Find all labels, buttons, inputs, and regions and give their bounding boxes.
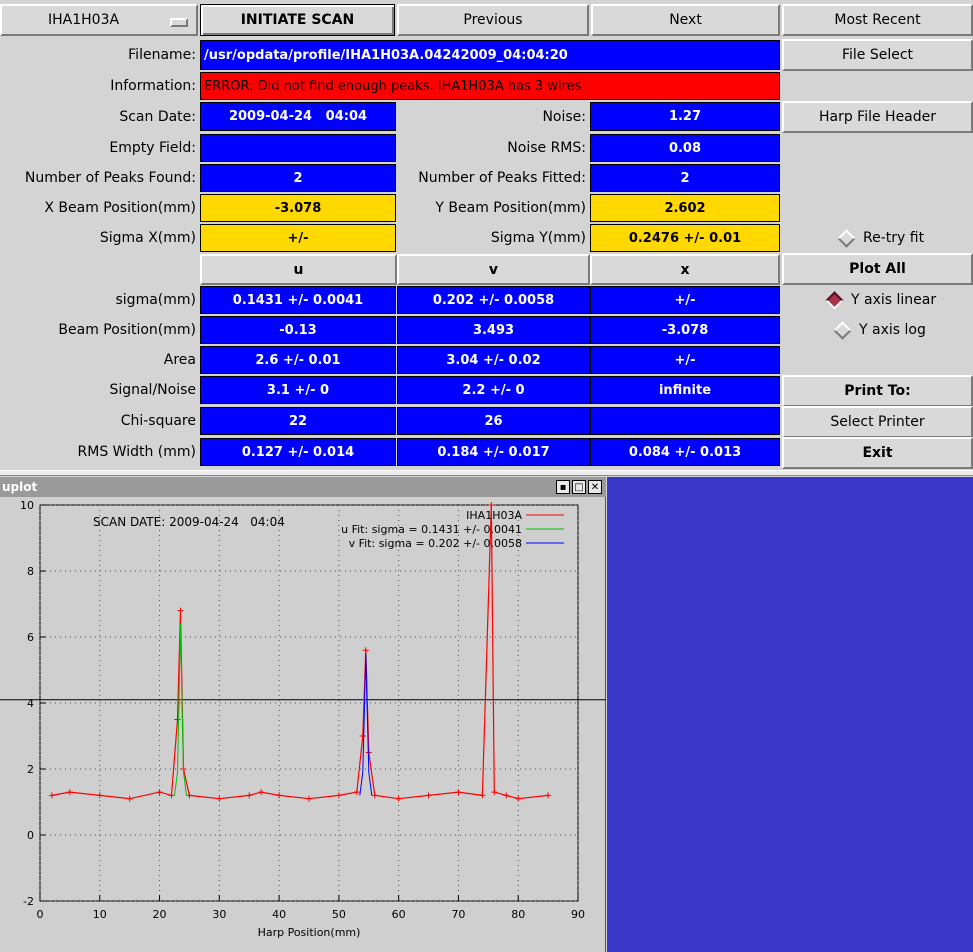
legend-label: v Fit: sigma = 0.202 +/- 0.0058 [348,537,522,550]
y-axis-linear-diamond-icon [825,291,843,309]
x-tick-label: 70 [451,908,466,921]
plot-window [0,477,606,952]
retry-fit-label: Re-try fit [863,230,925,246]
x-tick-label: 20 [152,908,167,921]
y-tick-label: 10 [20,499,34,512]
table-row-label: Signal/Noise [109,382,196,398]
table-cell-x: infinite [590,376,780,404]
x-tick-label: 40 [272,908,287,921]
y-tick-label: -2 [23,895,34,908]
harp-file-header-label: Harp File Header [818,109,937,125]
next-button[interactable] [591,4,780,36]
table-cell-u: 22 [200,407,396,435]
divider [0,470,973,476]
col-header-v[interactable] [397,254,590,285]
peaks-found-label: Number of Peaks Found: [24,170,196,186]
file-select-button[interactable] [782,39,973,71]
device-select[interactable] [0,4,198,36]
y-tick-label: 6 [27,631,34,644]
scan-date-annotation: SCAN DATE: 2009-04-24 04:04 [93,515,285,529]
y-axis-log-diamond-icon [833,321,851,339]
table-cell-v: 0.202 +/- 0.0058 [397,286,590,314]
x-tick-label: 50 [331,908,346,921]
scan-date-label: Scan Date: [119,108,196,125]
retry-fit-diamond-icon [837,229,855,247]
x-tick-label: 30 [212,908,227,921]
table-cell-u: 0.127 +/- 0.014 [200,438,396,466]
col-header-u-label: u [293,261,304,278]
col-header-u[interactable] [200,254,397,285]
print-to-label: Print To: [844,383,911,399]
scan-date-field: 2009-04-24 04:04 [200,102,396,131]
retry-fit-radio[interactable] [840,224,970,252]
noise-field: 1.27 [590,102,780,131]
dropdown-indicator-icon [170,18,188,27]
table-row-label: sigma(mm) [115,292,196,308]
initiate-scan-label: INITIATE SCAN [240,12,355,28]
table-cell-u: -0.13 [200,316,396,344]
table-cell-u: 3.1 +/- 0 [200,376,396,404]
y-axis-linear-radio[interactable] [828,286,973,314]
col-header-v-label: v [488,261,499,278]
y-beam-label: Y Beam Position(mm) [435,200,586,216]
filename-label: Filename: [128,47,196,63]
close-icon[interactable]: ✕ [588,480,602,494]
previous-label: Previous [463,12,523,28]
device-select-label: IHA1H03A [48,12,120,28]
plot-window-titlebar[interactable] [0,477,606,497]
empty-field-label: Empty Field: [109,140,196,156]
peaks-fitted-label: Number of Peaks Fitted: [418,170,586,186]
previous-button[interactable] [397,4,589,36]
x-tick-label: 10 [92,908,107,921]
legend-label: IHA1H03A [466,509,522,522]
plot-all-label: Plot All [849,261,906,277]
table-row-label: RMS Width (mm) [77,444,196,460]
select-printer-label: Select Printer [830,414,925,430]
legend-label: u Fit: sigma = 0.1431 +/- 0.0041 [341,523,522,536]
table-cell-x: +/- [590,346,780,374]
next-label: Next [669,12,702,28]
plot-window-title: uplot [2,480,38,494]
table-cell-v: 3.04 +/- 0.02 [397,346,590,374]
x-axis-label: Harp Position(mm) [257,926,361,939]
col-header-x-label: x [680,261,690,278]
table-cell-x: -3.078 [590,316,780,344]
table-cell-x [590,407,780,435]
file-select-label: File Select [841,47,914,63]
peaks-fitted-field: 2 [590,164,780,192]
most-recent-label: Most Recent [834,12,921,28]
table-row-label: Beam Position(mm) [58,322,196,338]
y-tick-label: 2 [27,763,34,776]
table-cell-x: +/- [590,286,780,314]
x-tick-label: 80 [511,908,526,921]
table-cell-v: 0.184 +/- 0.017 [397,438,590,466]
minimize-icon[interactable]: ▪ [556,480,570,494]
table-cell-u: 2.6 +/- 0.01 [200,346,396,374]
y-axis-linear-label: Y axis linear [851,292,937,308]
table-row-label: Chi-square [120,413,196,429]
information-field: ERROR: Did not find enough peaks. IHA1H03A has 3 wires [200,72,780,100]
noise-label: Noise: [542,108,586,125]
x-tick-label: 60 [391,908,406,921]
peaks-found-field: 2 [200,164,396,192]
harp-file-header-button[interactable] [782,101,973,133]
sigma-y-label: Sigma Y(mm) [490,230,586,246]
x-beam-label: X Beam Position(mm) [44,200,196,216]
table-cell-v: 26 [397,407,590,435]
col-header-x[interactable] [590,254,780,285]
right-panel [607,477,973,952]
table-cell-v: 3.493 [397,316,590,344]
table-cell-v: 2.2 +/- 0 [397,376,590,404]
information-label: Information: [110,78,196,94]
sigma-x-label: Sigma X(mm) [99,230,196,246]
y-beam-field: 2.602 [590,194,780,222]
filename-field: /usr/opdata/profile/IHA1H03A.04242009_04:04:20 [200,40,780,70]
table-row-label: Area [163,352,196,368]
y-tick-label: 4 [27,697,34,710]
y-tick-label: 0 [27,829,34,842]
x-tick-label: 0 [36,908,44,921]
sigma-x-field: +/- [200,224,396,252]
harp-plot[interactable] [0,497,606,952]
most-recent-button[interactable] [782,4,973,36]
y-axis-log-label: Y axis log [859,322,926,338]
noise-rms-label: Noise RMS: [507,140,586,156]
x-beam-field: -3.078 [200,194,396,222]
maximize-icon[interactable]: □ [572,480,586,494]
table-cell-x: 0.084 +/- 0.013 [590,438,780,466]
noise-rms-field: 0.08 [590,134,780,162]
initiate-scan-button[interactable] [200,4,395,36]
table-cell-u: 0.1431 +/- 0.0041 [200,286,396,314]
select-printer-button[interactable] [782,406,973,438]
empty-field-value [200,134,396,162]
exit-button[interactable] [782,437,973,469]
y-tick-label: 8 [27,565,34,578]
y-axis-log-radio[interactable] [836,316,973,344]
plot-all-button[interactable] [782,253,973,285]
print-to-button[interactable] [782,375,973,407]
x-tick-label: 90 [571,908,585,921]
sigma-y-field: 0.2476 +/- 0.01 [590,224,780,252]
exit-label: Exit [862,445,893,461]
